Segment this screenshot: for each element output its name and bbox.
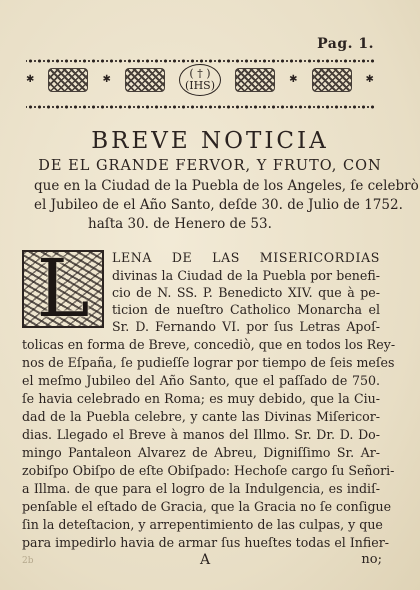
ornament-block [235,68,275,92]
body-line: Sr. D. Fernando VI. por ſus Letras Apoſ- [112,319,380,334]
body-line: divinas la Ciudad de la Puebla por benefi- [112,268,380,283]
body-line: dias. Llegado el Breve à manos del Illmo. Sr. Dr. D. Do- [22,427,380,442]
ornament-block [312,68,352,92]
body-line: nos de Eſpaña, ſe pudieſſe lograr por tiempo de ſeis meſes [22,355,395,370]
subtitle-line: haſta 30. de Henero de 53. [88,216,272,232]
subtitle-line: que en la Ciudad de la Puebla de los Angeles, ſe celebrò [34,178,419,194]
body-line: ſin la deteſtacion, y arrepentimiento de las culpas, y que [22,517,383,532]
body-line: tolicas en forma de Breve, concediò, que en todos los Rey- [22,337,396,352]
ornament-star-icon: ✱ [365,74,374,85]
ihs-monogram [179,64,221,96]
ornament-star-icon: ✱ [289,74,298,85]
body-line: penſable el eſtado de Gracia, que la Gracia no ſe conſigue [22,499,392,514]
ornament-star-icon: ✱ [26,74,35,85]
drop-cap-letter: L [36,242,90,335]
ornament-band-bottom [26,104,374,110]
body-line: dad de la Puebla celebre, y cante las Divinas Miſericor- [22,409,380,424]
body-line: ticion de nueſtro Catholico Monarcha el [112,302,380,317]
ornament-block [125,68,165,92]
body-line: mingo Pantaleon Alvarez de Abreu, Digniſſimo Sr. Ar- [22,445,380,460]
body-line: LENA DE LAS MISERICORDIAS [112,250,380,265]
ihs-text: (IHS) [184,79,215,92]
signature-mark: A [200,552,211,568]
body-line: el meſmo Jubileo del Año Santo, que el paſſado de 750. [22,373,380,388]
body-line: para impedirlo havia de armar ſus hueſtes todas el Infier- [22,535,390,550]
subtitle-line: el Jubileo de el Año Santo, deſde 30. de Julio de 1752. [34,197,403,213]
catchword: no; [361,552,382,567]
body-line: a Illma. de que para el logro de la Indulgencia, es indiſ- [22,481,380,496]
body-line: cio de N. SS. P. Benedicto XIV. que à pe- [112,285,380,300]
ornament-block [48,68,88,92]
subtitle-line: DE EL GRANDE FERVOR, Y FRUTO, CON [38,158,382,174]
page-footer [0,552,420,572]
body-line: zobiſpo Obiſpo de eſte Obiſpado: Hechoſe cargo ſu Señori- [22,463,395,478]
ornament-star-icon: ✱ [102,74,111,85]
page-number: Pag. 1. [317,36,374,52]
page-title: BREVE NOTICIA [91,128,329,154]
ornament-row [26,66,374,94]
margin-note: 2b [22,556,34,566]
drop-cap-ornament [22,242,104,335]
body-line: ſe havia celebrado en Roma; es muy debido, que la Ciu- [22,391,380,406]
cross-monogram: ( † ) [189,67,211,80]
